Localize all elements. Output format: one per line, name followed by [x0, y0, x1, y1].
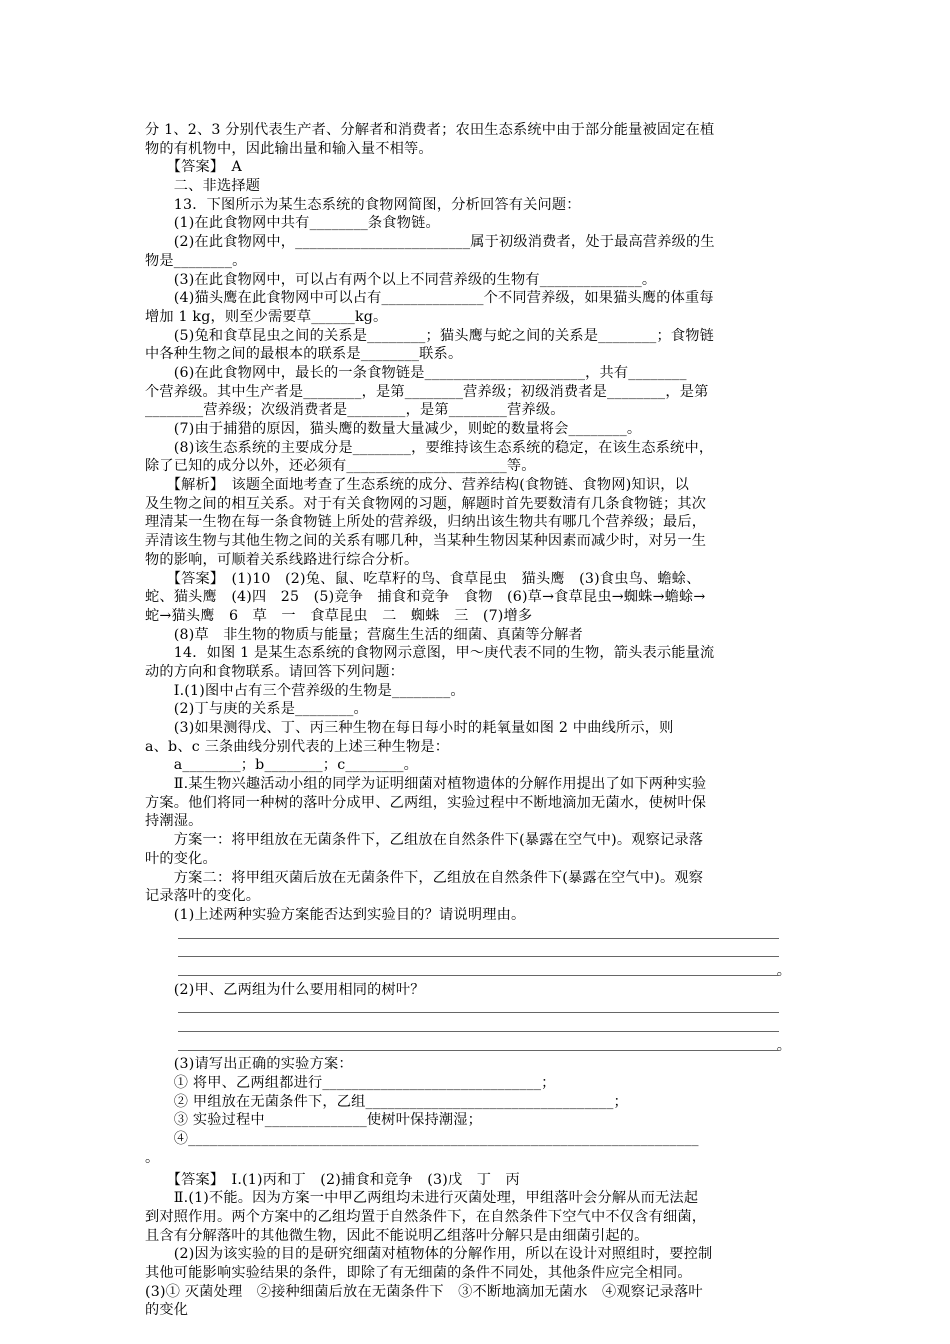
text-line: ② 甲组放在无菌条件下，乙组__________________________________；	[145, 1093, 628, 1110]
text-line: 蛇→猫头鹰 6 草 一 食草昆虫 二 蜘蛛 三 (7)增多	[145, 607, 533, 624]
text-line: 除了已知的成分以外，还必须有______________________等。	[145, 458, 536, 475]
text-line: Ⅱ.(1)不能。因为方案一中甲乙两组均未进行灭菌处理，甲组落叶会分解从而无法起	[145, 1190, 699, 1207]
text-line: 及生物之间的相互关系。对于有关食物网的习题，解题时首先要数清有几条食物链；其次	[145, 495, 707, 512]
answer-blank-line	[145, 925, 807, 944]
end-mark: 。	[776, 1037, 791, 1054]
text-line: 物的有机物中，因此输出量和输入量不相等。	[145, 140, 433, 157]
text-line: 且含有分解落叶的其他微生物，因此不能说明乙组落叶分解只是由细菌引起的。	[145, 1227, 649, 1244]
text-line: 14．如图 1 是某生态系统的食物网示意图，甲～庚代表不同的生物，箭头表示能量流	[145, 645, 715, 662]
text-line: 二、非选择题	[145, 178, 261, 195]
text-line: (4)猫头鹰在此食物网中可以占有______________个不同营养级，如果猫头鹰的体重每	[145, 290, 714, 307]
text-line: (1)在此食物网中共有________条食物链。	[145, 215, 440, 232]
text-line: Ⅰ.(1)图中占有三个营养级的生物是________。	[145, 682, 465, 699]
text-line: 持潮湿。	[145, 813, 203, 830]
question-3-block	[145, 1055, 807, 1167]
text-line: a、b、c 三条曲线分别代表的上述三种生物是：	[145, 738, 450, 755]
question-text: (2)甲、乙两组为什么要用相同的树叶？	[145, 981, 425, 998]
text-line: 到对照作用。两个方案中的乙组均置于自然条件下，在自然条件下空气中不仅含有细菌，	[145, 1208, 707, 1225]
text-line: 【解析】 该题全面地考查了生态系统的成分、营养结构(食物链、食物网)知识，以	[145, 477, 689, 494]
text-line: (5)兔和食草昆虫之间的关系是________；猫头鹰与蛇之间的关系是________；食物链	[145, 327, 715, 344]
text-line: ________营养级；次级消费者是________，是第________营养级。	[145, 402, 565, 419]
end-mark: 。	[776, 962, 791, 979]
text-line: (7)由于捕猎的原因，猫头鹰的数量大量减少，则蛇的数量将会________。	[145, 421, 642, 437]
answer-block	[145, 1171, 807, 1321]
text-line: 叶的变化。	[145, 850, 217, 867]
text-line: 【答案】 (1)10 (2)兔、鼠、吃草籽的鸟、食草昆虫 猫头鹰 (3)食虫鸟、蟾蜍、	[145, 570, 701, 587]
text-line: (3)① 灭菌处理 ②接种细菌后放在无菌条件下 ③不断地滴加无菌水 ④观察记录落叶	[145, 1283, 703, 1300]
text-line: (3)请写出正确的实验方案：	[145, 1056, 353, 1073]
answer-blank-line	[145, 999, 807, 1018]
text-line: 【答案】 A	[145, 159, 242, 176]
text-line: (3)如果测得戊、丁、丙三种生物在每日每小时的耗氧量如图 2 中曲线所示，则	[145, 720, 674, 736]
text-line: (8)草 非生物的物质与能量；营腐生生活的细菌、真菌等分解者	[145, 626, 583, 643]
text-line: ④______________________________________________________________________	[145, 1131, 699, 1148]
text-line: (8)该生态系统的主要成分是________，要维持该生态系统的稳定，在该生态系统中，	[145, 439, 714, 456]
text-line: (2)在此食物网中，________________________属于初级消费者，处于最高营养级的生	[145, 234, 715, 251]
text-line: 记录落叶的变化。	[145, 888, 261, 905]
text-line: 理清某一生物在每一条食物链上所处的营养级，归纳出该生物共有哪几个营养级；最后，	[145, 514, 707, 531]
answer-blank-line	[145, 1037, 807, 1056]
text-line: 弄清该生物与其他生物之间的关系有哪几种，当某种生物因某种因素而减少时，对另一生	[145, 533, 707, 550]
text-line: (2)丁与庚的关系是________。	[145, 701, 368, 718]
text-line: 方案。他们将同一种树的落叶分成甲、乙两组，实验过程中不断地滴加无菌水，使树叶保	[145, 794, 707, 811]
text-line: 分 1、2、3 分别代表生产者、分解者和消费者；农田生态系统中由于部分能量被固定在植	[145, 122, 715, 138]
text-line: ③ 实验过程中______________使树叶保持潮湿；	[145, 1112, 483, 1129]
text-line: Ⅱ.某生物兴趣活动小组的同学为证明细菌对植物遗体的分解作用提出了如下两种实验	[145, 776, 707, 793]
answer-blank-line	[145, 1018, 807, 1037]
answer-blank-line	[145, 943, 807, 962]
text-line: 【答案】 Ⅰ.(1)丙和丁 (2)捕食和竞争 (3)戊 丁 丙	[145, 1171, 520, 1188]
document-body	[145, 121, 807, 925]
document-page	[145, 121, 807, 1320]
text-line: (3)在此食物网中，可以占有两个以上不同营养级的生物有______________。	[145, 271, 657, 288]
text-line: 物的影响，可顺着关系线路进行综合分析。	[145, 551, 419, 568]
text-line: 动的方向和食物联系。请回答下列问题：	[145, 663, 404, 680]
text-line: 其他可能影响实验结果的条件，即除了有无细菌的条件不同处，其他条件应完全相同。	[145, 1264, 692, 1281]
text-line: 的变化	[145, 1302, 189, 1319]
text-line: 13．下图所示为某生态系统的食物网简图，分析回答有关问题：	[145, 196, 581, 213]
text-line: 物是________。	[145, 252, 247, 269]
text-line: 方案一：将甲组放在无菌条件下，乙组放在自然条件下(暴露在空气中)。观察记录落	[145, 832, 704, 849]
text-line: 蛇、猫头鹰 (4)四 25 (5)竞争 捕食和竞争 食物 (6)草→食草昆虫→蜘蛛→蟾蜍→	[145, 589, 706, 606]
text-line: (1)上述两种实验方案能否达到实验目的？请说明理由。	[145, 906, 526, 923]
text-line: ① 将甲、乙两组都进行______________________________；	[145, 1075, 556, 1092]
text-line: (2)因为该实验的目的是研究细菌对植物体的分解作用，所以在设计对照组时，要控制	[145, 1246, 713, 1263]
text-line: a________；b________；c________。	[145, 757, 419, 774]
text-line: 中各种生物之间的最根本的联系是________联系。	[145, 346, 463, 363]
text-line: 增加 1 kg，则至少需要草______kg。	[145, 308, 388, 325]
text-line: (6)在此食物网中，最长的一条食物链是______________________，共有________	[145, 364, 687, 381]
text-line: 个营养级。其中生产者是________，是第________营养级；初级消费者是________，是第	[145, 383, 709, 400]
text-line: 。	[145, 1149, 160, 1166]
answer-blank-line	[145, 962, 807, 981]
text-line: 方案二：将甲组灭菌后放在无菌条件下，乙组放在自然条件下(暴露在空气中)。观察	[145, 869, 704, 886]
